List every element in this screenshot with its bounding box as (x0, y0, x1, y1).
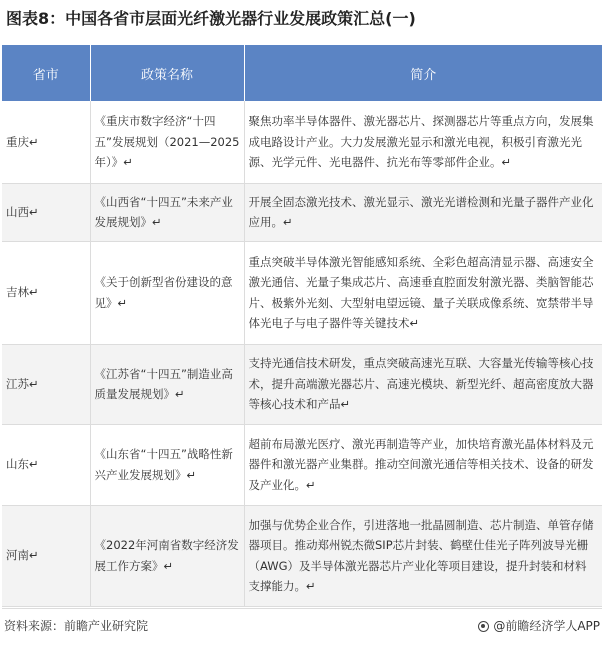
policy-name-cell: 《山东省“十四五”战略性新兴产业发展规划》↵ (90, 424, 244, 505)
province-cell: 吉林↵ (2, 241, 90, 344)
policy-table (2, 45, 602, 607)
intro-cell: 聚焦功率半导体器件、激光器芯片、探测器芯片等重点方向，发展集成电路设计产业。大力发展激光显示和激光电视，积极引育激光光源、光学元件、光电器件、抗光布等零部件企业。↵ (244, 101, 602, 183)
intro-cell: 超前布局激光医疗、激光再制造等产业，加快培育激光晶体材料及元器件和激光器产业集群。推动空间激光通信等相关技术、设备的研发及产业化。↵ (244, 424, 602, 505)
intro-cell: 支持光通信技术研发，重点突破高速光互联、大容量光传输等核心技术，提升高端激光器芯片、高速光模块、新型光纤、超高密度放大器等核心技术和产品↵ (244, 344, 602, 424)
policy-name-cell: 《江苏省“十四五”制造业高质量发展规划》↵ (90, 344, 244, 424)
intro-cell: 开展全固态激光技术、激光显示、激光光谱检测和光量子器件产业化应用。↵ (244, 183, 602, 241)
table-row (2, 505, 602, 606)
qianzhan-logo-icon (478, 621, 489, 632)
brand-label: @前瞻经济学人APP (493, 619, 600, 633)
source-note: 资料来源：前瞻产业研究院 (4, 619, 149, 633)
policy-name-cell: 《关于创新型省份建设的意见》↵ (90, 241, 244, 344)
table-row (2, 183, 602, 241)
figure-title: 图表8：中国各省市层面光纤激光器行业发展政策汇总(一) (6, 9, 416, 28)
brand-credit (478, 615, 600, 637)
table-row (2, 241, 602, 344)
header-policy-name: 政策名称 (90, 45, 244, 101)
policy-name-cell: 《2022年河南省数字经济发展工作方案》↵ (90, 505, 244, 606)
table-row (2, 101, 602, 183)
table-header-row (2, 45, 602, 101)
province-cell: 河南↵ (2, 505, 90, 606)
intro-cell: 加强与优势企业合作，引进落地一批晶圆制造、芯片制造、单管存储器项目。推动郑州锐杰微SIP芯片封装、鹤壁仕佳光子阵列波导光栅（AWG）及半导体激光器芯片产业化等项目建设，提升封装和材料支撑能力。↵ (244, 505, 602, 606)
policy-name-cell: 《重庆市数字经济“十四五”发展规划（2021—2025年）》↵ (90, 101, 244, 183)
footer-divider (2, 608, 602, 609)
policy-name-cell: 《山西省“十四五”未来产业发展规划》↵ (90, 183, 244, 241)
province-cell: 山西↵ (2, 183, 90, 241)
table-row (2, 424, 602, 505)
intro-cell: 重点突破半导体激光智能感知系统、全彩色超高清显示器、高速安全激光通信、光量子集成芯片、高速垂直腔面发射激光器、类脑智能芯片、极紫外光刻、大型射电望远镜、量子关联成像系统、宽禁带半导体光电子与电子器件等关键技术↵ (244, 241, 602, 344)
province-cell: 山东↵ (2, 424, 90, 505)
table-row (2, 344, 602, 424)
header-province: 省市 (2, 45, 90, 101)
header-intro: 简介 (244, 45, 602, 101)
province-cell: 江苏↵ (2, 344, 90, 424)
province-cell: 重庆↵ (2, 101, 90, 183)
footer (4, 615, 600, 637)
